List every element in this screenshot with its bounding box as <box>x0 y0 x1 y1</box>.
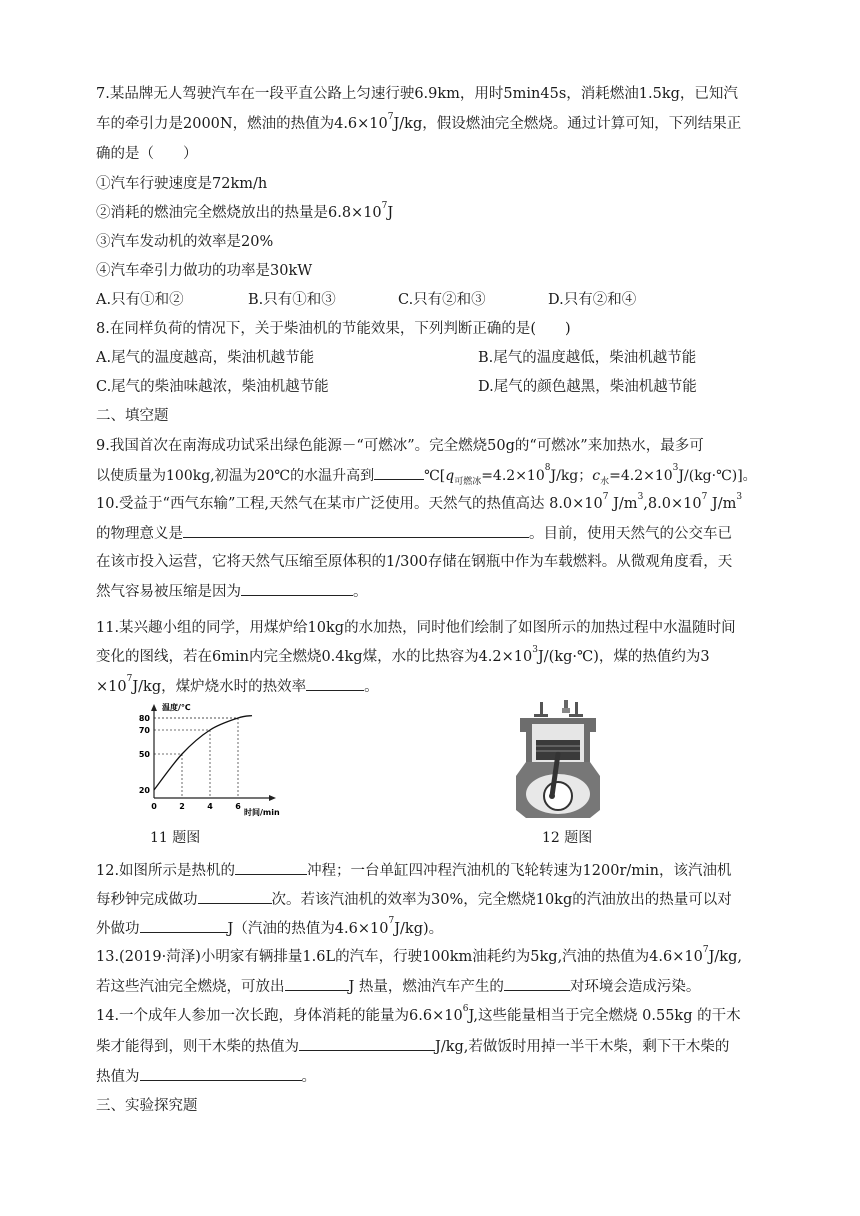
spark-plug-icon <box>562 700 570 713</box>
fig11-xtick-label: 4 <box>207 802 213 811</box>
q11-line2: 变化的图线，若在6min内完全燃烧0.4kg煤，水的比热容为$4.2\times 10^3J/(kg\cdot℃)$，煤的热值约为3 <box>96 645 710 665</box>
q11-line3: $\times 10^7J/kg$，煤炉烧水时的热效率 。 <box>96 674 379 695</box>
fig11-y-arrow <box>151 704 157 711</box>
fig11-ytick-label: 80 <box>138 714 150 723</box>
fig11-curve <box>154 716 252 790</box>
q14-blank-1[interactable] <box>299 1036 435 1051</box>
q8-option-b: B.尾气的温度越低，柴油机越节能 <box>478 350 697 366</box>
fig11-xtick-label: 2 <box>179 802 185 811</box>
q10-blank-1[interactable] <box>183 523 529 538</box>
valve-left-icon <box>534 702 548 717</box>
fig11-ytick-label: 70 <box>138 726 150 735</box>
q8-option-d: D.尾气的颜色越黑，柴油机越节能 <box>478 379 697 395</box>
section-heading-experiment: 三、实验探究题 <box>96 1098 198 1114</box>
q14-line1: 14.一个成年人参加一次长跑，身体消耗的能量为$6.6\times 10^6J$,这些能量相当于完全燃烧 0.55kg 的干木 <box>96 1004 741 1024</box>
fig12-engine-diagram <box>512 698 604 820</box>
q12-blank-3[interactable] <box>140 918 228 933</box>
q8-stem: 8.在同样负荷的情况下，关于柴油机的节能效果，下列判断正确的是( ) <box>96 321 571 337</box>
fig11-xtick-label: 0 <box>151 802 157 811</box>
fig11-x-arrow <box>269 795 276 801</box>
q13-blank-2[interactable] <box>504 976 570 991</box>
fig11-caption: 11 题图 <box>150 830 201 846</box>
q7-stem-line1: 7.某品牌无人驾驶汽车在一段平直公路上匀速行驶6.9km，用时5min45s，消耗燃油1.5kg，已知汽 <box>96 86 738 102</box>
q14-blank-2[interactable] <box>140 1066 302 1081</box>
fig12-caption: 12 题图 <box>542 830 593 846</box>
q12-line2: 每秒钟完成做功 次。若该汽油机的效率为30%，完全燃烧10kg的汽油放出的热量可以对 <box>96 889 732 910</box>
q12-line1: 12.如图所示是热机的 冲程；一台单缸四冲程汽油机的飞轮转速为1200r/min，该汽油机 <box>96 860 732 881</box>
q7-option-c: C.只有②和③ <box>398 292 486 308</box>
q10-line1: 10.受益于“西气东输”工程,天然气在某市广泛使用。天然气的热值高达 $8.0\times 10^7$ $J/m^3,8.0\times 10^7$ $J/m^3$ <box>96 492 743 512</box>
q8-option-a: A.尾气的温度越高，柴油机越节能 <box>96 350 315 366</box>
fig11-y-label: 温度/℃ <box>162 703 191 712</box>
fig11-temperature-chart <box>120 698 290 824</box>
crankshaft-icon <box>544 782 572 810</box>
q7-statement-1: ①汽车行驶速度是72km/h <box>96 176 268 192</box>
q12-blank-1[interactable] <box>235 860 307 875</box>
q10-line3: 在该市投入运营，它将天然气压缩至原体积的1/300存储在钢瓶中作为车载燃料。从微观角度看，天 <box>96 554 733 570</box>
q8-option-c: C.尾气的柴油味越浓，柴油机越节能 <box>96 379 329 395</box>
q7-stem-line2: 车的牵引力是2000N，燃油的热值为$4.6\times 10^7J/kg$，假设燃油完全燃烧。通过计算可知，下列结果正 <box>96 112 742 132</box>
q14-line2: 柴才能得到，则干木柴的热值为 J/kg,若做饭时用掉一半干木柴，剩下干木柴的 <box>96 1036 729 1057</box>
q10-line4: 然气容易被压缩是因为 。 <box>96 581 368 602</box>
q7-option-a: A.只有①和② <box>96 292 184 308</box>
q11-line1: 11.某兴趣小组的同学，用煤炉给10kg的水加热，同时他们绘制了如图所示的加热过程中水温随时间 <box>96 620 736 636</box>
fig11-ytick-label: 50 <box>138 750 150 759</box>
q12-line3: 外做功 J（汽油的热值为$4.6\times 10^7J/kg$)。 <box>96 916 444 937</box>
q7-stem-line3: 确的是（ ） <box>96 146 198 162</box>
q7-statement-4: ④汽车牵引力做功的功率是30kW <box>96 263 313 279</box>
q13-blank-1[interactable] <box>285 976 349 991</box>
fig11-ytick-label: 20 <box>138 786 150 795</box>
q9-line2: 以使质量为100kg,初温为20℃的水温升高到 $℃[q_{可燃冰}=4.2\times 10^8J/kg$；$c_水=4.2\times 10^3J/(kg\cdot℃)$]。 <box>96 463 757 487</box>
q10-blank-2[interactable] <box>241 581 353 596</box>
section-heading-fill-in: 二、填空题 <box>96 408 169 424</box>
q13-line1: 13.(2019·菏泽)小明家有辆排量1.6L的汽车，行驶100km油耗约为5kg,汽油的热值为$4.6\times 10^7J/kg$, <box>96 945 742 965</box>
q7-statement-2: ②消耗的燃油完全燃烧放出的热量是$6.8\times 10^7J$ <box>96 201 394 221</box>
q10-line2: 的物理意义是 。目前，使用天然气的公交车已 <box>96 523 732 544</box>
q9-line1: 9.我国首次在南海成功试采出绿色能源－“可燃冰”。完全燃烧50g的“可燃冰”来加热水，最多可 <box>96 438 704 454</box>
q7-option-d: D.只有②和④ <box>548 292 637 308</box>
q12-blank-2[interactable] <box>198 889 272 904</box>
q9-blank[interactable] <box>374 465 424 480</box>
q13-line2: 若这些汽油完全燃烧，可放出 J 热量，燃油汽车产生的 对环境会造成污染。 <box>96 976 700 997</box>
fig11-x-label: 时间/min <box>244 808 280 817</box>
q7-statement-3: ③汽车发动机的效率是20% <box>96 234 274 250</box>
valve-right-icon <box>569 702 583 717</box>
q7-option-b: B.只有①和③ <box>248 292 336 308</box>
fig11-xtick-label: 6 <box>235 802 241 811</box>
q14-line3: 热值为 。 <box>96 1066 316 1087</box>
q11-blank[interactable] <box>306 676 364 691</box>
